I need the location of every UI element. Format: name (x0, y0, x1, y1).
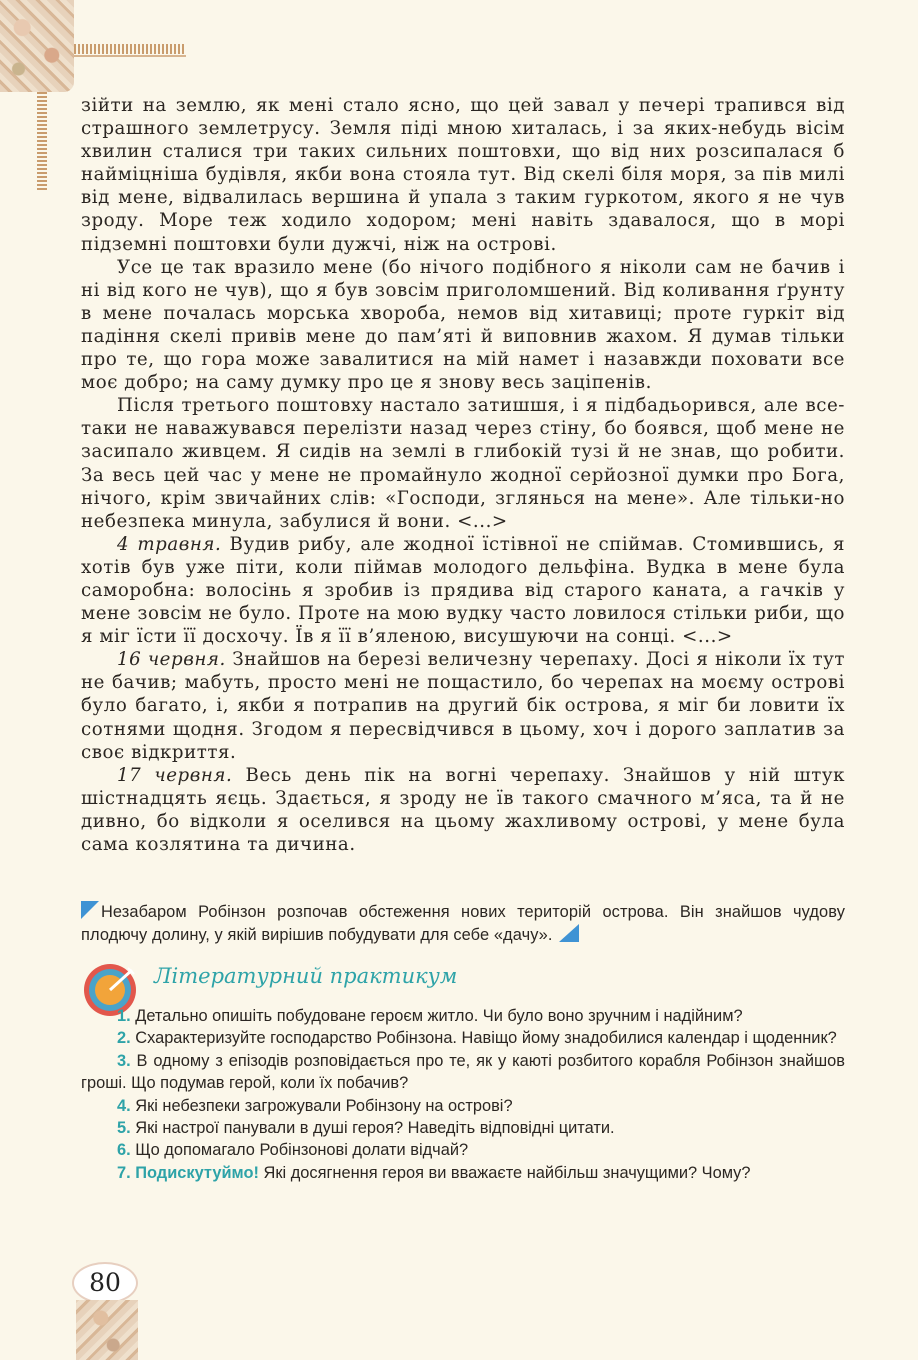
main-text (81, 94, 845, 856)
question-item (81, 1095, 845, 1117)
question-number: 7. (117, 1163, 131, 1182)
top-rule-line (74, 55, 186, 57)
corner-ornament (0, 0, 74, 92)
diary-entry (81, 648, 845, 763)
question-item (81, 1139, 845, 1161)
question-item (81, 1162, 845, 1184)
paragraph-text: Після третього поштовху настало затишшя, і я підбадьорився, але все-таки не наважувався перелізти назад через стіну, бо боявся, щоб мене не засипало живцем. Я сидів на землі в глибокій тузі й не знав, що робити. За весь цей час у мене не промайнуло жодної серйозної думки про Бога, нічого, крім звичайних слів: «Господи, зглянься на мене». Але тільки-но небезпека минула, забулися й вони. <...> (81, 395, 845, 532)
bottom-ornament (76, 1300, 138, 1360)
entry-text: Знайшов на березі величезну черепаху. Досі я ніколи їх тут не бачив; мабуть, просто мені не пощастило, бо черепах на моєму острові було багато, і, якби я потрапив на другий бік острова, я міг би ловити їх сотнями щодня. Згодом я пересвідчився в цьому, хоч і дорого заплатив за своє відкриття. (81, 649, 845, 763)
question-item (81, 1005, 845, 1027)
question-number: 3. (117, 1051, 131, 1070)
paragraph-text: Усе це так вразило мене (бо нічого подібного я ніколи сам не бачив і ні від кого не чув), що я був зовсім приголомшений. Від коливання ґрунту в мене почалась морська хвороба, немов від хитавиці; проте гуркіт від падіння скелі привів мене до пам’яті й виповнив жахом. Я думав тільки про те, що гора може завалитися на мій намет і назавжди поховати все моє добро; на саму думку про це я знову весь заціпенів. (81, 256, 845, 394)
triangle-marker-icon (81, 901, 99, 919)
question-number: 2. (117, 1029, 131, 1048)
top-dotted-rule (74, 44, 186, 54)
entry-date: 17 червня. (117, 764, 233, 786)
entry-date: 4 травня. (117, 533, 222, 555)
page-number: 80 (72, 1262, 138, 1304)
question-text: Які досягнення героя ви вважаєте найбільш значущими? Чому? (258, 1163, 751, 1182)
paragraph (81, 94, 845, 256)
entry-text: Весь день пік на вогні черепаху. Знайшов у ній штук шістнадцять яєць. Здається, я зроду не їв такого смачного м’яса, та й не дивно, бо відколи я оселився на цьому жахливому острові, у мене була сама козлятина та дичина. (81, 764, 845, 855)
paragraph (81, 256, 845, 395)
paragraph (81, 394, 845, 533)
diary-entry (81, 533, 845, 648)
side-dotted-rule (37, 92, 47, 192)
entry-text: Вудив рибу, але жодної їстівної не спіймав. Стомившись, я хотів був уже піти, коли піймав молодого дельфіна. Вудка в мене була саморобна: волосінь я зробив із прядива від старого каната, а гачків у мене зовсім не було. Проте на мою вудку часто ловилося стільки риби, що я міг їсти її досхочу. Їв я її в’яленою, висушуючи на сонці. <...> (81, 533, 845, 648)
section-title: Літературний практикум (154, 964, 458, 988)
question-item (81, 1050, 845, 1095)
discussion-label: Подискутуймо! (130, 1163, 259, 1182)
question-text: Що допомагало Робінзонові долати відчай? (130, 1141, 469, 1160)
question-number: 6. (117, 1141, 131, 1160)
paragraph-text: зійти на землю, як мені стало ясно, що цей завал у печері трапився від страшного землетрусу. Земля піді мною хиталась, і за яких-небудь вісім хвилин сталися три таких сильних поштовхи, що від них розсипалася б найміцніша будівля, якби вона стояла тут. Від скелі біля моря, за пів милі від мене, відвалилась вершина й упала з таким гуркотом, якого я не чув зроду. Море теж ходило ходором; мені навіть здавалося, що в морі підземні поштовхи були дужчі, ніж на острові. (81, 95, 845, 255)
question-text: Схарактеризуйте господарство Робінзона. Навіщо йому знадобилися календар і щоденник? (130, 1029, 837, 1048)
note-text: Незабаром Робінзон розпочав обстеження нових територій острова. Він знайшов чудову плодючу долину, у якій вирішив побудувати для себе «дачу». (81, 903, 845, 944)
question-item (81, 1027, 845, 1049)
question-number: 5. (117, 1119, 131, 1138)
triangle-marker-icon (559, 924, 579, 942)
question-text: В одному з епізодів розповідається про те, як у каюті розбитого корабля Робінзон знайшов гроші. Що подумав герой, коли їх побачив? (81, 1051, 845, 1093)
entry-date: 16 червня. (117, 649, 226, 671)
summary-note (81, 901, 845, 947)
question-item (81, 1117, 845, 1139)
question-text: Детально опишіть побудоване героєм житло. Чи було воно зручним і надійним? (130, 1007, 743, 1025)
question-text: Які настрої панували в душі героя? Наведіть відповідні цитати. (130, 1119, 615, 1138)
diary-entry (81, 764, 845, 856)
question-number: 1. (117, 1007, 131, 1025)
question-number: 4. (117, 1096, 131, 1115)
question-list (81, 1005, 845, 1184)
question-text: Які небезпеки загрожували Робінзону на острові? (130, 1096, 513, 1115)
